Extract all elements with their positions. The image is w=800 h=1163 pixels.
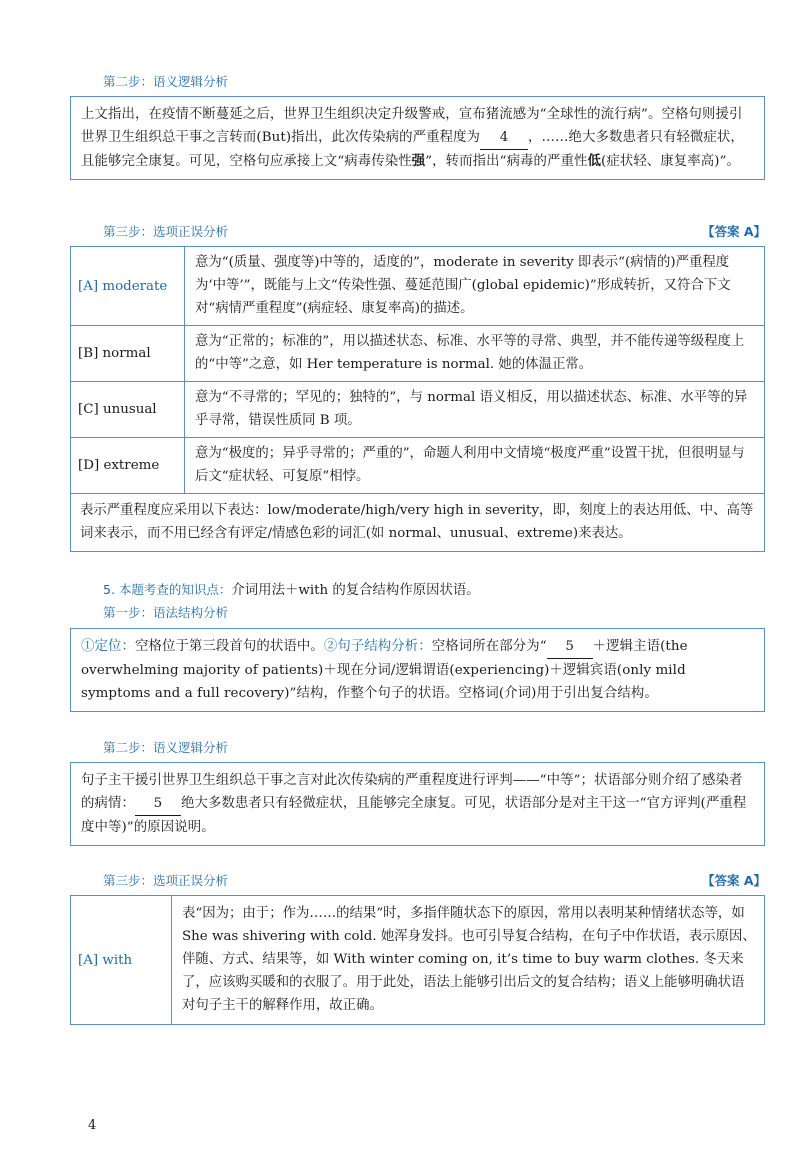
step3-title: 第三步：选项正误分析 xyxy=(103,224,229,239)
knowledge-point xyxy=(103,579,480,598)
step3-title: 第三步：选项正误分析 xyxy=(103,873,229,888)
option-explanation: 意为“正常的；标准的”，用以描述状态、标准、水平等的寻常、典型，并不能传递等级程度上的“中等”之意，如 Her temperature is normal. 她的体温正常。 xyxy=(185,326,765,382)
step2-title: 第二步：语义逻辑分析 xyxy=(103,740,229,755)
step1-title: 第一步：语法结构分析 xyxy=(103,605,229,620)
option-label: [A] moderate xyxy=(71,247,185,326)
table-row xyxy=(71,326,765,382)
knowledge-point-head: 5. 本题考查的知识点： xyxy=(103,582,232,597)
table-row xyxy=(71,896,765,1025)
answer-badge: 【答案 A】 xyxy=(701,224,766,239)
option-label: [B] normal xyxy=(71,326,185,382)
option-explanation: 表“因为；由于；作为……的结果”时，多指伴随状态下的原因，常用以表明某种情绪状态等，如 She was shivering with cold. 她浑身发抖。也可引导复合结构，在句子中作状语，表示原因、伴随、方式、结果等，如 With winter coming on, it’s time to buy warm clothes. 冬天来了，应该购买暖和的衣服了。用于此处，语法上能够引出后文的复合结构；语义上能够明确状语对句子主干的解释作用，故正确。 xyxy=(172,896,765,1025)
options-table xyxy=(70,246,765,552)
step1-analysis-box: ①定位：空格位于第三段首句的状语中。②句子结构分析：空格词所在部分为“ 5 ＋逻辑主语(the overwhelming majority of patients)＋现在分词/逻辑谓语(experiencing)＋逻辑宾语(only mild symptoms and a full recovery)”结构，作整个句子的状语。空格词(介词)用于引出复合结构。 xyxy=(70,628,765,712)
option-explanation: 意为“极度的；异乎寻常的；严重的”，命题人利用中文情境“极度严重”设置干扰，但很明显与后文“症状轻、可复原”相悖。 xyxy=(185,438,765,494)
step2-analysis-box: 上文指出，在疫情不断蔓延之后，世界卫生组织决定升级警戒，宣布猪流感为“全球性的流行病”。空格句则援引世界卫生组织总干事之言转而(But)指出，此次传染病的严重程度为 4 ，……绝大多数患者只有轻微症状，且能够完全康复。可见，空格句应承接上文“病毒传染性强”，转而指出“病毒的严重性低(症状轻、康复率高)”。 xyxy=(70,96,765,180)
table-row xyxy=(71,438,765,494)
option-explanation: 意为“不寻常的；罕见的；独特的”，与 normal 语义相反，用以描述状态、标准、水平等的异乎寻常，错误性质同 B 项。 xyxy=(185,382,765,438)
blank-5: 5 xyxy=(547,635,593,659)
options-table xyxy=(70,895,765,1025)
answer-badge: 【答案 A】 xyxy=(701,873,766,888)
table-row xyxy=(71,494,765,552)
page-number: 4 xyxy=(88,1118,97,1133)
option-explanation: 意为“(质量、强度等)中等的，适度的”，moderate in severity 即表示“(病情的)严重程度为‘中等’”，既能与上文“传染性强、蔓延范围广(global epidemic)”形成转折，又符合下文对“病情严重程度”(病症轻、康复率高)的描述。 xyxy=(185,247,765,326)
option-label: [A] with xyxy=(71,896,172,1025)
blank-4: 4 xyxy=(480,126,528,150)
severity-note: 表示严重程度应采用以下表达：low/moderate/high/very high in severity，即，刻度上的表达用低、中、高等词来表示，而不用已经含有评定/情感色彩的词汇(如 normal、unusual、extreme)来表达。 xyxy=(71,494,765,552)
step2-analysis-box: 句子主干援引世界卫生组织总干事之言对此次传染病的严重程度进行评判——“中等”；状语部分则介绍了感染者的病情： 5 绝大多数患者只有轻微症状，且能够完全康复。可见，状语部分是对主干这一“官方评判(严重程度中等)”的原因说明。 xyxy=(70,762,765,846)
table-row xyxy=(71,247,765,326)
option-label: [D] extreme xyxy=(71,438,185,494)
blank-5: 5 xyxy=(135,792,181,816)
step2-title: 第二步：语义逻辑分析 xyxy=(103,74,229,89)
table-row xyxy=(71,382,765,438)
knowledge-point-text: 介词用法＋with 的复合结构作原因状语。 xyxy=(231,583,480,598)
option-label: [C] unusual xyxy=(71,382,185,438)
